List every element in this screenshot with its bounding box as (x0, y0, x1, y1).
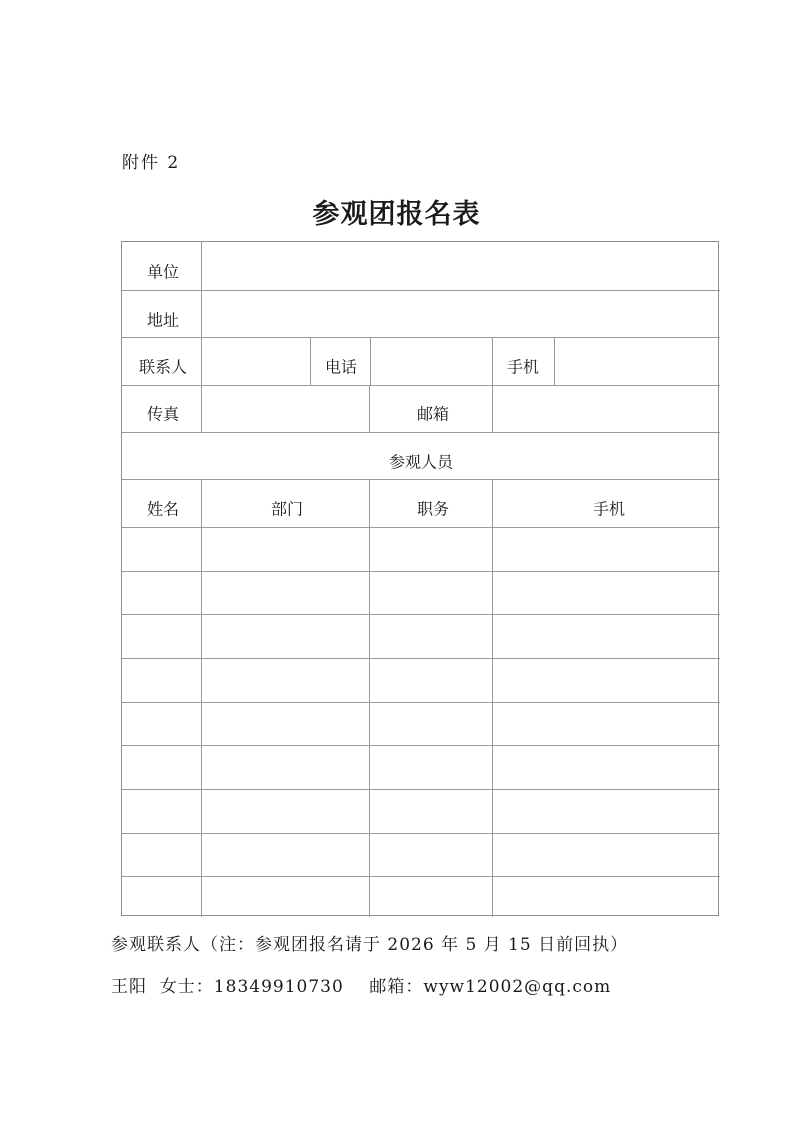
table-rule (310, 337, 311, 385)
table-rule (122, 385, 720, 386)
participant-department-cell[interactable] (202, 528, 369, 571)
table-rule (492, 337, 493, 432)
participant-department-cell[interactable] (202, 790, 369, 833)
participant-position-cell[interactable] (370, 746, 492, 789)
fax-field[interactable] (202, 385, 370, 432)
footer-contact-info: 王阳 女士：18349910730 邮箱：wyw12002@qq.com (111, 977, 612, 997)
footer-contact-note: 参观联系人（注：参观团报名请于 2026 年 5 月 15 日前回执） (111, 935, 629, 955)
participant-department-cell[interactable] (202, 703, 369, 745)
table-rule (122, 479, 720, 480)
participant-position-cell[interactable] (370, 877, 492, 917)
participant-department-cell[interactable] (202, 572, 369, 614)
participant-mobile-cell[interactable] (493, 834, 720, 876)
table-rule (122, 290, 720, 291)
participant-department-cell[interactable] (202, 659, 369, 702)
phone-label: 电话 (324, 357, 358, 377)
participant-position-cell[interactable] (370, 659, 492, 702)
table-rule (369, 385, 370, 432)
participant-name-cell[interactable] (123, 659, 201, 702)
participant-position-cell[interactable] (370, 528, 492, 571)
mobile-label: 手机 (506, 357, 540, 377)
participant-position-cell[interactable] (370, 834, 492, 876)
table-rule (554, 337, 555, 385)
table-rule (122, 337, 720, 338)
column-header-mobile: 手机 (592, 499, 626, 519)
participant-position-cell[interactable] (370, 703, 492, 745)
participant-name-cell[interactable] (123, 746, 201, 789)
participant-mobile-cell[interactable] (493, 659, 720, 702)
form-title: 参观团报名表 (312, 199, 481, 230)
participant-name-cell[interactable] (123, 790, 201, 833)
participant-mobile-cell[interactable] (493, 703, 720, 745)
participant-mobile-cell[interactable] (493, 615, 720, 658)
column-header-position: 职务 (416, 499, 450, 519)
phone-field[interactable] (370, 337, 492, 385)
participant-mobile-cell[interactable] (493, 790, 720, 833)
participant-position-cell[interactable] (370, 790, 492, 833)
participant-department-cell[interactable] (202, 834, 369, 876)
contact-field[interactable] (202, 337, 310, 385)
table-rule (201, 242, 202, 432)
participant-name-cell[interactable] (123, 877, 201, 917)
registration-table (121, 241, 719, 916)
participant-department-cell[interactable] (202, 746, 369, 789)
column-header-name: 姓名 (146, 499, 180, 519)
participant-position-cell[interactable] (370, 615, 492, 658)
table-rule (122, 432, 720, 433)
participant-mobile-cell[interactable] (493, 746, 720, 789)
column-header-department: 部门 (270, 499, 304, 519)
address-label: 地址 (146, 310, 180, 330)
section-title: 参观人员 (388, 452, 454, 472)
email-field[interactable] (492, 385, 720, 432)
participant-name-cell[interactable] (123, 528, 201, 571)
table-rule (370, 337, 371, 385)
participant-mobile-cell[interactable] (493, 572, 720, 614)
participant-department-cell[interactable] (202, 877, 369, 917)
address-field[interactable] (202, 290, 720, 337)
mobile-field[interactable] (554, 337, 720, 385)
participant-name-cell[interactable] (123, 834, 201, 876)
unit-label: 单位 (146, 262, 180, 282)
participant-name-cell[interactable] (123, 615, 201, 658)
participant-name-cell[interactable] (123, 572, 201, 614)
participant-mobile-cell[interactable] (493, 877, 720, 917)
contact-label: 联系人 (138, 357, 188, 377)
participant-name-cell[interactable] (123, 703, 201, 745)
participant-mobile-cell[interactable] (493, 528, 720, 571)
attachment-label: 附件 2 (122, 153, 181, 173)
participant-position-cell[interactable] (370, 572, 492, 614)
email-label: 邮箱 (416, 404, 450, 424)
participant-department-cell[interactable] (202, 615, 369, 658)
fax-label: 传真 (146, 404, 180, 424)
unit-field[interactable] (202, 242, 720, 290)
